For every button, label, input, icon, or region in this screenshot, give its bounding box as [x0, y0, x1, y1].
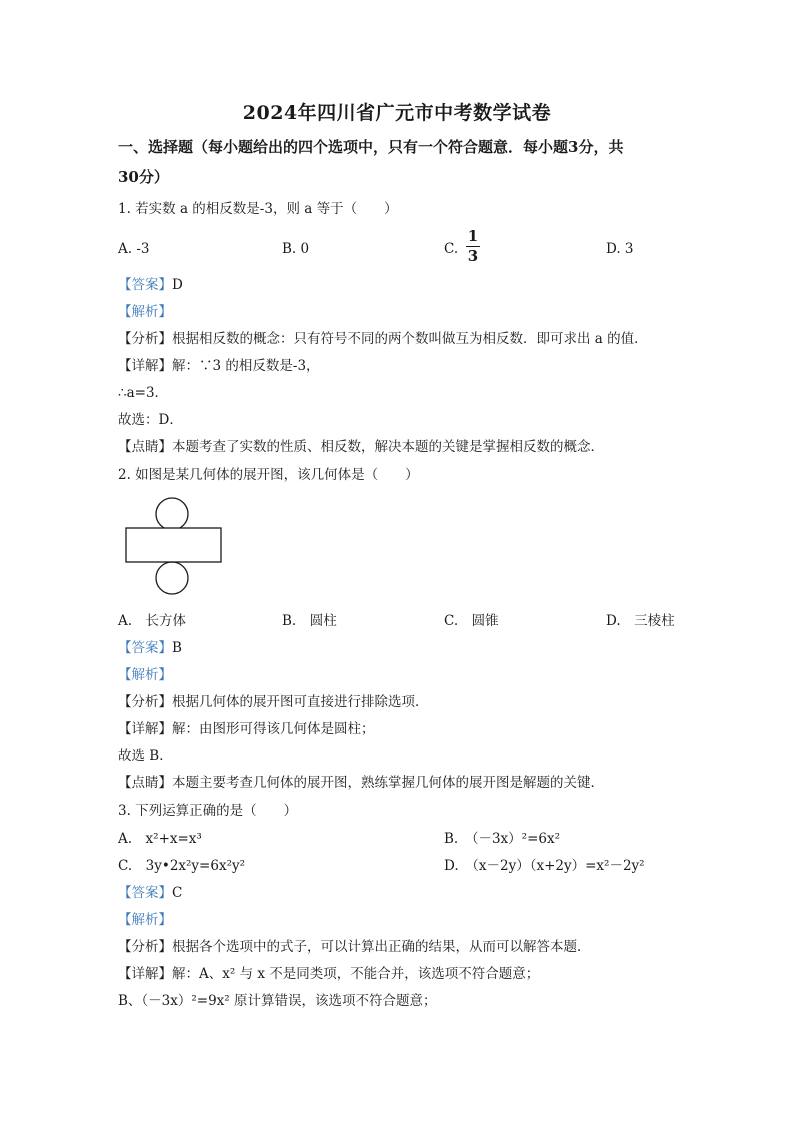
answer-tag: 【答案】	[118, 640, 172, 656]
q1-fenxi	[118, 330, 648, 348]
q1-option-a: A. -3	[118, 241, 150, 257]
dianjing-text: 本题主要考查几何体的展开图，熟练掌握几何体的展开图是解题的关键．	[172, 775, 604, 791]
xiangjie-text: 解：∵3 的相反数是-3，	[172, 358, 320, 374]
q1-stem: 1. 若实数 a 的相反数是-3，则 a 等于（ ）	[118, 201, 398, 217]
q1-step2: ∴a=3．	[118, 385, 169, 401]
fraction-numerator: 1	[467, 227, 479, 245]
answer-value: D	[172, 277, 183, 293]
q3-option-d: D. （x－2y）（x+2y）=x²－2y²	[444, 858, 645, 874]
q2-choose: 故选 B．	[118, 748, 173, 764]
q1-xiangjie	[118, 357, 320, 375]
q1-answer	[118, 276, 183, 294]
section-heading-line2: 30分）	[118, 168, 169, 186]
q1-jiexi-tag: 【解析】	[118, 304, 172, 320]
answer-value: C	[172, 885, 183, 901]
q2-dianjing	[118, 774, 604, 792]
q3-jiexi-tag: 【解析】	[118, 912, 172, 928]
answer-value: B	[172, 640, 182, 656]
q3-line-b: B、（－3x）²=9x² 原计算错误，该选项不符合题意；	[118, 993, 437, 1009]
fenxi-text: 根据各个选项中的式子，可以计算出正确的结果，从而可以解答本题．	[172, 939, 591, 955]
q2-answer	[118, 639, 182, 657]
q3-xiangjie	[118, 965, 539, 983]
bottom-circle	[156, 562, 188, 594]
fenxi-text: 根据几何体的展开图可直接进行排除选项．	[172, 694, 429, 710]
xiangjie-text: 解：A、x² 与 x 不是同类项，不能合并，该选项不符合题意；	[172, 966, 540, 982]
dianjing-tag: 【点睛】	[118, 775, 172, 791]
q3-fenxi	[118, 938, 591, 956]
xiangjie-text: 解：由图形可得该几何体是圆柱；	[172, 721, 375, 737]
q1-dianjing	[118, 438, 604, 456]
fraction-denominator: 3	[467, 247, 479, 265]
q2-stem: 2. 如图是某几何体的展开图，该几何体是（ ）	[118, 467, 419, 483]
rectangle-lateral-face	[126, 528, 221, 562]
q2-xiangjie	[118, 720, 375, 738]
q1-option-c: C.	[444, 241, 459, 257]
q2-option-a: A. 长方体	[118, 613, 187, 629]
xiangjie-tag: 【详解】	[118, 358, 172, 374]
q3-option-b: B. （－3x）²=6x²	[444, 831, 561, 847]
q3-option-a: A. x²+x=x³	[118, 831, 202, 847]
answer-tag: 【答案】	[118, 885, 172, 901]
q3-stem: 3. 下列运算正确的是（ ）	[118, 803, 298, 819]
q2-fenxi	[118, 693, 429, 711]
dianjing-text: 本题考查了实数的性质、相反数，解决本题的关键是掌握相反数的概念．	[172, 439, 604, 455]
q2-option-c: C. 圆锥	[444, 613, 499, 629]
q2-option-d: D. 三棱柱	[606, 613, 675, 629]
q3-option-c: C. 3y•2x²y=6x²y²	[118, 858, 246, 874]
q1-choose: 故选：D．	[118, 412, 183, 428]
xiangjie-tag: 【详解】	[118, 966, 172, 982]
cylinder-net-figure	[120, 494, 230, 598]
top-circle	[156, 498, 188, 530]
fenxi-text: 根据相反数的概念：只有符号不同的两个数叫做互为相反数．即可求出 a 的值．	[172, 331, 648, 347]
q2-option-b: B. 圆柱	[282, 613, 337, 629]
q1-option-b: B. 0	[282, 241, 310, 257]
fenxi-tag: 【分析】	[118, 694, 172, 710]
fenxi-tag: 【分析】	[118, 331, 172, 347]
q1-option-c-fraction	[466, 228, 480, 265]
page-title: 2024年四川省广元市中考数学试卷	[242, 102, 552, 124]
xiangjie-tag: 【详解】	[118, 721, 172, 737]
section-heading-line1: 一、选择题（每小题给出的四个选项中，只有一个符合题意．每小题3分，共	[118, 138, 624, 156]
answer-tag: 【答案】	[118, 277, 172, 293]
q2-jiexi-tag: 【解析】	[118, 667, 172, 683]
fenxi-tag: 【分析】	[118, 939, 172, 955]
q3-answer	[118, 884, 182, 902]
dianjing-tag: 【点睛】	[118, 439, 172, 455]
q1-option-d: D. 3	[606, 241, 634, 257]
